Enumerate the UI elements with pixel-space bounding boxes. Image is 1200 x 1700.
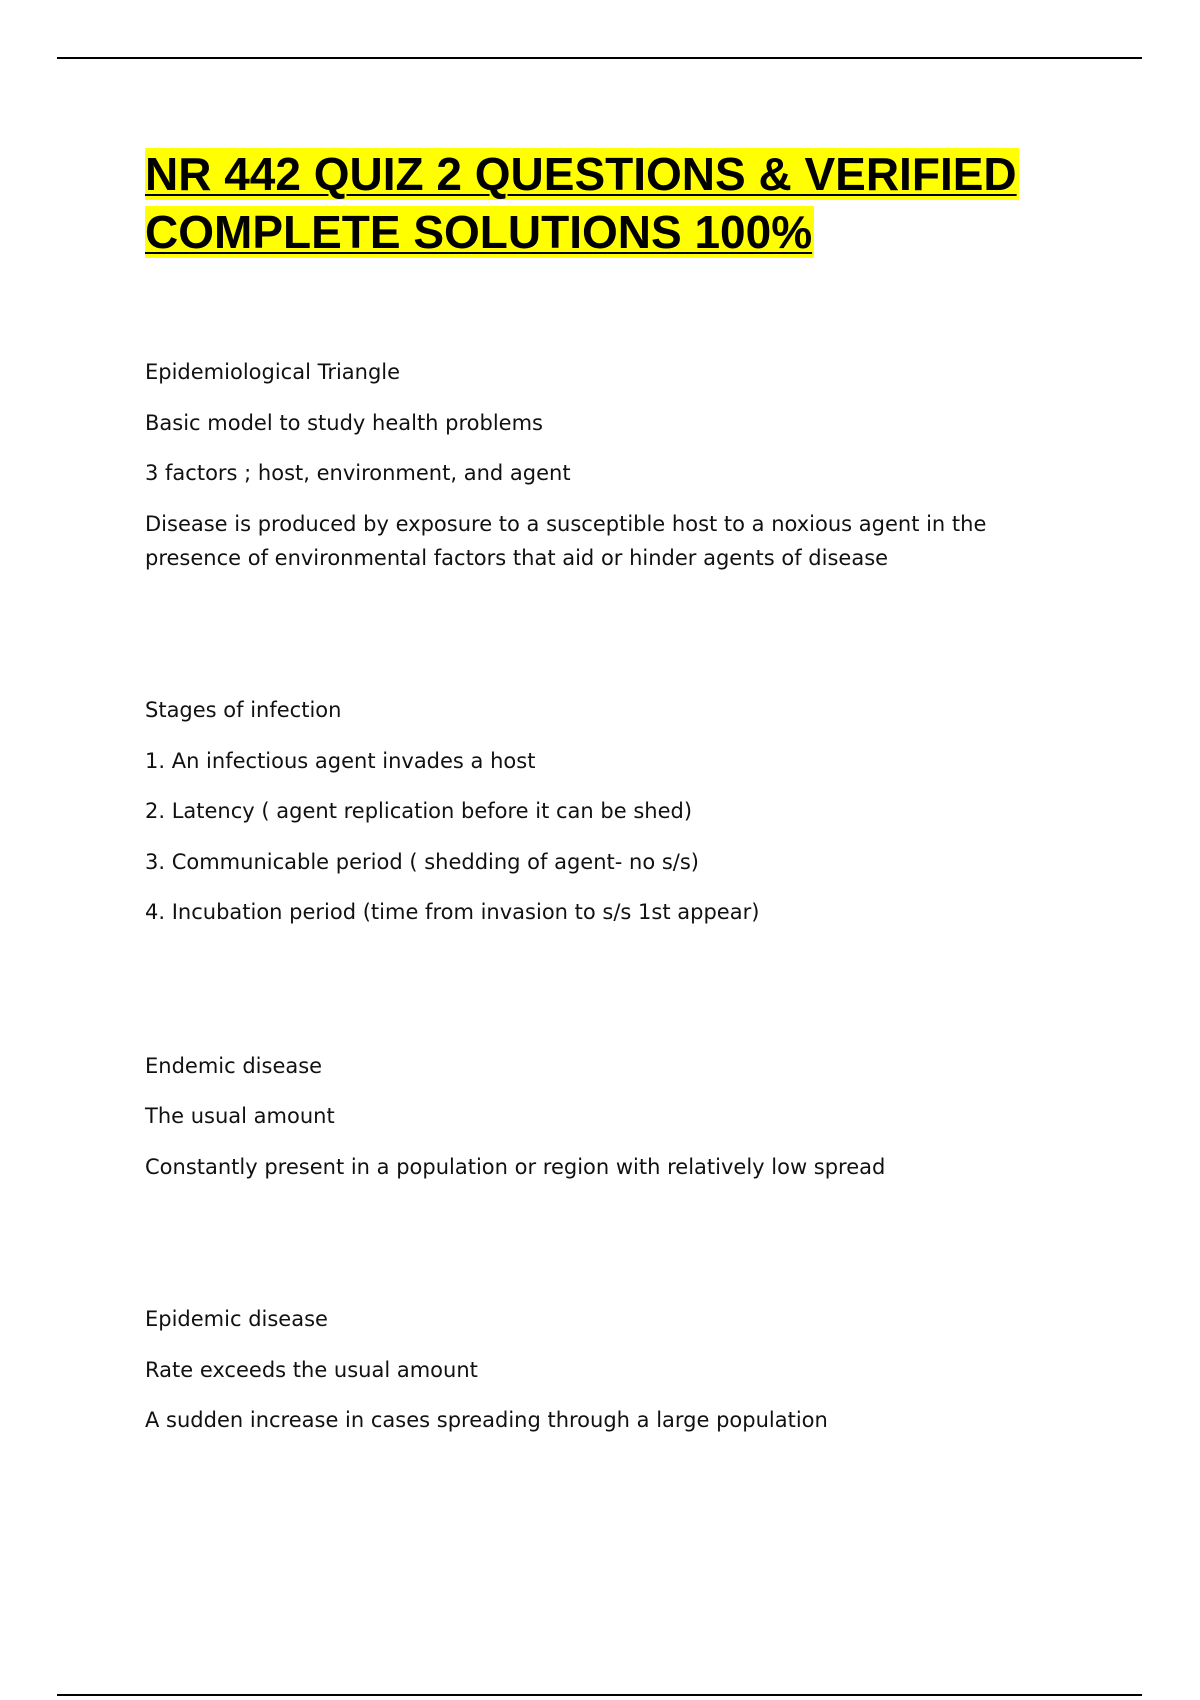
bottom-page-rule [57, 1694, 1142, 1696]
section-heading: Epidemiological Triangle [145, 360, 401, 384]
section-line: Constantly present in a population or region with relatively low spread [145, 1154, 886, 1179]
section-stages-of-infection [145, 693, 1075, 930]
section-line: A sudden increase in cases spreading through a large population [145, 1408, 828, 1432]
document-title [145, 145, 1105, 261]
section-heading: Endemic disease [145, 1053, 323, 1078]
section-line: Disease is produced by exposure to a susceptible host to a noxious agent in the presence of environmental factors that aid or hinder agents of disease [145, 511, 994, 570]
section-line: 3 factors ; host, environment, and agent [145, 461, 571, 485]
section-line: Basic model to study health problems [145, 410, 543, 435]
document-body [145, 355, 1075, 1454]
section-line: Rate exceeds the usual amount [145, 1357, 478, 1382]
section-line: 3. Communicable period ( shedding of agent- no s/s) [145, 849, 699, 874]
section-epidemiological-triangle [145, 355, 1075, 575]
top-page-rule [57, 57, 1142, 59]
title-line-2-text: COMPLETE SOLUTIONS 100% [145, 206, 813, 258]
section-line: 4. Incubation period (time from invasion to s/s 1st appear) [145, 900, 760, 924]
title-line [145, 203, 1105, 261]
title-line-1-text: NR 442 QUIZ 2 QUESTIONS & VERIFIED [145, 148, 1017, 200]
title-line [145, 145, 1105, 203]
section-endemic-disease [145, 1049, 1075, 1185]
section-line: 2. Latency ( agent replication before it can be shed) [145, 799, 693, 823]
section-epidemic-disease [145, 1302, 1075, 1438]
section-line: 1. An infectious agent invades a host [145, 748, 536, 773]
section-line: The usual amount [145, 1104, 335, 1128]
section-heading: Stages of infection [145, 698, 342, 722]
section-heading: Epidemic disease [145, 1307, 328, 1331]
